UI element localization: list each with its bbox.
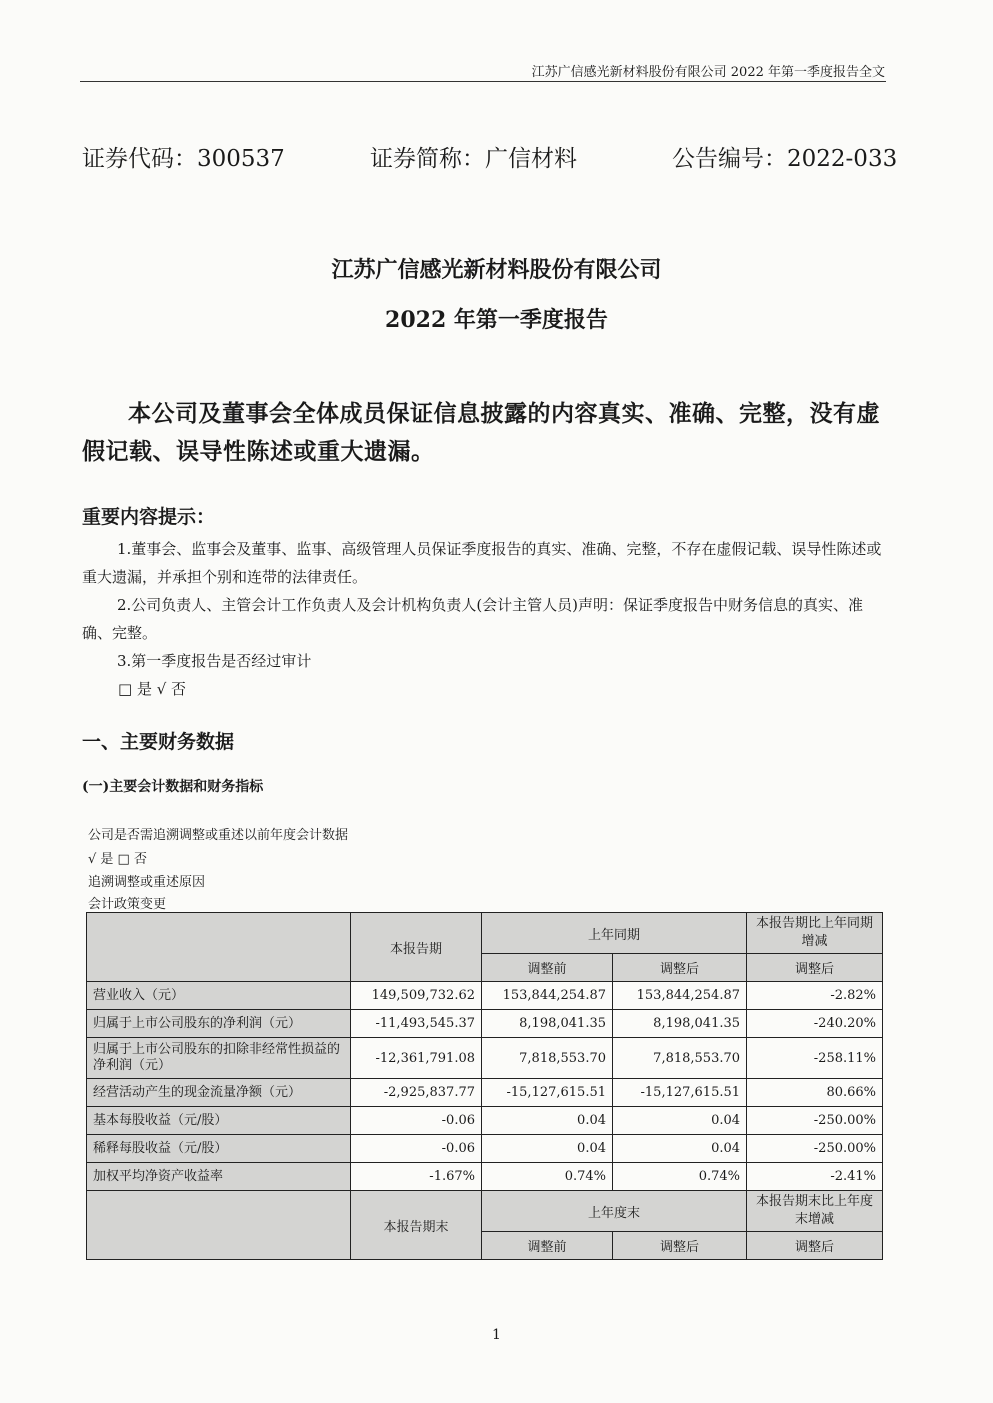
- page-number: 1: [492, 1327, 501, 1343]
- value-before-adjust: 0.04: [482, 1135, 613, 1163]
- table-row: [87, 1107, 883, 1135]
- notice-item-1: 1.董事会、监事会及董事、监事、高级管理人员保证季度报告的真实、准确、完整，不存在虚假记载、误导性陈述或重大遗漏，并承担个别和连带的法律责任。: [82, 540, 882, 586]
- table-header2-blank: [87, 1191, 351, 1260]
- value-before-adjust: 8,198,041.35: [482, 1010, 613, 1038]
- audit-choice: □ 是 √ 否: [118, 680, 187, 698]
- table-row: [87, 1079, 883, 1107]
- restatement-reason-label: 追溯调整或重述原因: [88, 875, 206, 890]
- header2-after-adjust: 调整后: [613, 1232, 747, 1260]
- header-rule: [80, 81, 886, 82]
- value-current: -2,925,837.77: [351, 1079, 482, 1107]
- value-current: 149,509,732.62: [351, 982, 482, 1010]
- announcement-number: 公告编号：2022-033: [672, 146, 898, 172]
- security-abbreviation: 证券简称：广信材料: [370, 146, 577, 172]
- important-notice-heading: 重要内容提示：: [82, 506, 216, 528]
- table-row: [87, 982, 883, 1010]
- value-after-adjust: 153,844,254.87: [613, 982, 747, 1010]
- value-after-adjust: 8,198,041.35: [613, 1010, 747, 1038]
- header2-change: 本报告期末比上年度末增减: [747, 1191, 883, 1232]
- value-before-adjust: 0.74%: [482, 1163, 613, 1191]
- header-same-period-last-year: 上年同期: [482, 913, 747, 954]
- value-after-adjust: 0.74%: [613, 1163, 747, 1191]
- notice-item-3: 3.第一季度报告是否经过审计: [117, 652, 312, 670]
- header-change: 本报告期比上年同期增减: [747, 913, 883, 954]
- value-change: 80.66%: [747, 1079, 883, 1107]
- value-change: -258.11%: [747, 1038, 883, 1079]
- company-title: 江苏广信感光新材料股份有限公司: [331, 257, 662, 283]
- header-change-after-adjust: 调整后: [747, 954, 883, 982]
- table-header-blank: [87, 913, 351, 982]
- header-period-end: 本报告期末: [351, 1191, 482, 1260]
- row-label: 稀释每股收益（元/股）: [87, 1135, 351, 1163]
- value-current: -0.06: [351, 1135, 482, 1163]
- value-current: -1.67%: [351, 1163, 482, 1191]
- value-current: -12,361,791.08: [351, 1038, 482, 1079]
- header2-change-after-adjust: 调整后: [747, 1232, 883, 1260]
- value-before-adjust: 0.04: [482, 1107, 613, 1135]
- header-before-adjust: 调整前: [482, 954, 613, 982]
- notice-item-2: 2.公司负责人、主管会计工作负责人及会计机构负责人(会计主管人员)声明：保证季度报告中财务信息的真实、准确、完整。: [82, 596, 864, 642]
- value-before-adjust: -15,127,615.51: [482, 1079, 613, 1107]
- header-last-year-end: 上年度末: [482, 1191, 747, 1232]
- running-header: 江苏广信感光新材料股份有限公司 2022 年第一季度报告全文: [531, 65, 885, 80]
- restatement-choice: √ 是 □ 否: [88, 852, 147, 867]
- row-label: 归属于上市公司股东的净利润（元）: [87, 1010, 351, 1038]
- restatement-question: 公司是否需追溯调整或重述以前年度会计数据: [88, 828, 349, 843]
- value-current: -11,493,545.37: [351, 1010, 482, 1038]
- row-label: 营业收入（元）: [87, 982, 351, 1010]
- value-change: -250.00%: [747, 1135, 883, 1163]
- value-current: -0.06: [351, 1107, 482, 1135]
- value-after-adjust: 0.04: [613, 1135, 747, 1163]
- section-heading-financial-data: 一、主要财务数据: [82, 731, 235, 753]
- value-change: -250.00%: [747, 1107, 883, 1135]
- value-after-adjust: 0.04: [613, 1107, 747, 1135]
- table-header-row: [87, 913, 883, 954]
- row-label: 加权平均净资产收益率: [87, 1163, 351, 1191]
- report-title: 2022 年第一季度报告: [385, 307, 608, 333]
- table-row: [87, 1038, 883, 1079]
- value-change: -240.20%: [747, 1010, 883, 1038]
- row-label: 基本每股收益（元/股）: [87, 1107, 351, 1135]
- security-code: 证券代码：300537: [82, 146, 285, 172]
- value-after-adjust: 7,818,553.70: [613, 1038, 747, 1079]
- header-current-period: 本报告期: [351, 913, 482, 982]
- table-row: [87, 1163, 883, 1191]
- value-change: -2.82%: [747, 982, 883, 1010]
- restatement-reason: 会计政策变更: [88, 897, 167, 912]
- subsection-heading: (一)主要会计数据和财务指标: [82, 779, 264, 795]
- value-after-adjust: -15,127,615.51: [613, 1079, 747, 1107]
- table-header-row-2: [87, 1191, 883, 1232]
- row-label: 归属于上市公司股东的扣除非经常性损益的净利润（元）: [87, 1038, 351, 1079]
- financial-data-table: [86, 912, 883, 1260]
- header2-before-adjust: 调整前: [482, 1232, 613, 1260]
- row-label: 经营活动产生的现金流量净额（元）: [87, 1079, 351, 1107]
- value-change: -2.41%: [747, 1163, 883, 1191]
- board-declaration: 本公司及董事会全体成员保证信息披露的内容真实、准确、完整，没有虚假记载、误导性陈述或重大遗漏。: [82, 400, 880, 465]
- table-row: [87, 1010, 883, 1038]
- value-before-adjust: 7,818,553.70: [482, 1038, 613, 1079]
- value-before-adjust: 153,844,254.87: [482, 982, 613, 1010]
- table-row: [87, 1135, 883, 1163]
- header-after-adjust: 调整后: [613, 954, 747, 982]
